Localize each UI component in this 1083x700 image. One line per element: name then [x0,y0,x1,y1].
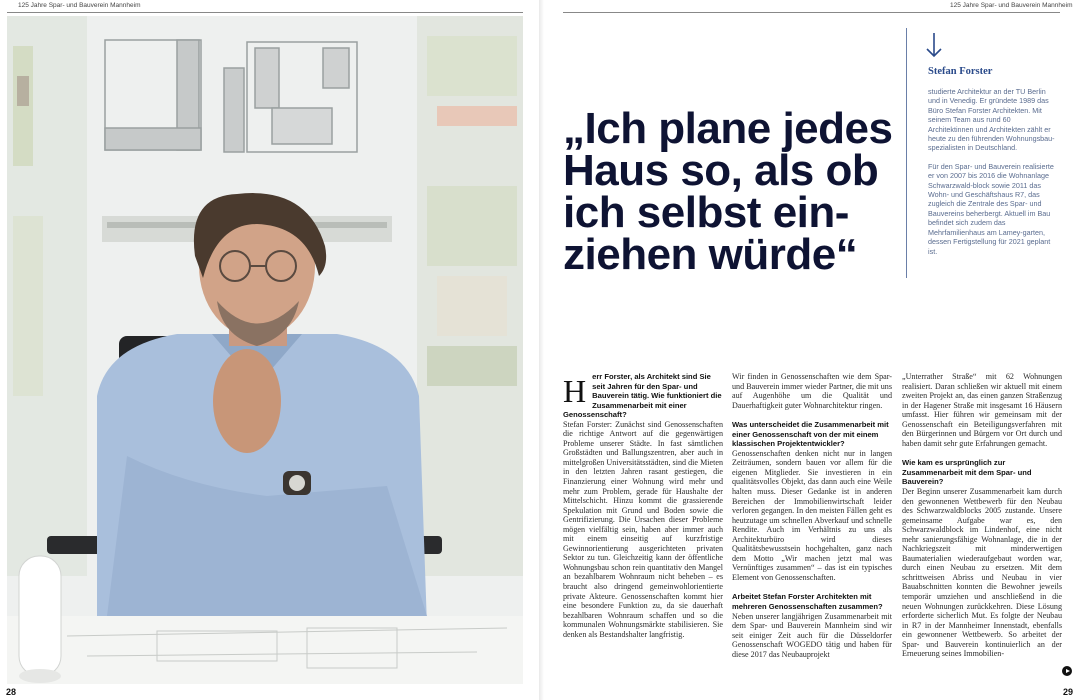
bio-paragraph: studierte Architektur an der TU Berlin und in Venedig. Er gründete 1989 das Büro Stefan Forster Architekten. Mit seinem Team aus rund 60 Architektinnen und Architekten zählt er heute zu den führenden Wohnungsbau-spezialisten in Deutschland. [928,87,1055,153]
left-page [0,0,541,700]
article-column-1 [563,372,723,639]
interview-question: Was unterscheidet die Zusammenarbeit mit einer Genossenschaft von der mit einem klassischen Projektentwickler? [732,420,889,449]
running-head-right: 125 Jahre Spar- und Bauverein Mannheim [950,2,1073,9]
continue-arrow-icon [1062,666,1072,676]
portrait-illustration [7,16,523,684]
answer-paragraph: Neben unserer langjährigen Zusammenarbeit mit dem Spar- und Bauverein Mannheim sind wir seit einiger Zeit auch für die Düsseldorfer Genossenschaft WOGEDO tätig und haben für diese 2017 das Neubauprojekt [732,611,892,659]
arrow-down-icon [926,32,942,58]
answer-paragraph: Wir finden in Genossenschaften wie dem Spar- und Bauverein immer wieder Partner, die mit uns auf Augenhöhe um die Qualität und Dauerhaftigkeit guter Wohnarchitektur ringen. [732,372,892,410]
article-column-3 [902,372,1062,659]
bio-text [928,87,1056,265]
page-number-left: 28 [6,687,17,697]
running-head-rule-left [7,12,523,13]
bio-divider [906,28,907,278]
answer-paragraph: Stefan Forster: Zunächst sind Genossenschaften die richtige Antwort auf die gegenwärtigen Probleme unserer Städte. In fast sämtlichen Großstädten und Ballungszentren, aber auch in mittelgroßen Universitätsstädten, sind die Mieten in den letzten Jahren rasant gestiegen, die Finanzierung einer Wohnung wird mehr und mehr zum Problem, gerade für Haushalte der Mittelschicht. Hinzu kommt die grassierende Spekulation mit Grund und Boden sowie die Gentrifizierung. Die Ursachen dieser Probleme mögen vielfältig sein, haben aber immer auch mit einem einseitig auf kurzfristige Gewinnorientierung ausgerichteten privaten Sektor zu tun. Gleichzeitig kann der öffentliche Wohnungsbau schon rein quantitativ den Mangel an bezahlbarem Wohnraum nicht beheben – es braucht also dringend gemeinwohlorientierte private Akteure. Genossenschaften kommt hier eine besondere Funktion zu, da sie dauerhaft bezahlbaren Wohnraum schaffen und so die kommunalen Wohnungsmärkte stabilisieren. Sie denken als Bestandshalter langfristig. [563,419,723,639]
answer-paragraph: Genossenschaften denken nicht nur in langen Zeiträumen, sondern bauen vor allem für die eigenen Mitglieder. Sie investieren in ein qualitätsvolles Objekt, das dann auch eine Weile halten muss. Dieser Gedanke ist in anderen Bereichen der Immobilienwirtschaft leider verloren gegangen. In den meisten Fällen geht es heutzutage um schnellen Abverkauf und schnelle Rendite. Auch im Verhältnis zu uns als Architekturbüro wird dieses Qualitätsbewusstsein hochgehalten, ganz nach dem Motto „Wir machen jetzt mal was Vernünftiges zusammen“ – das ist ein typisches Element von Genossenschaften. [732,448,892,582]
headline-quote: „Ich plane jedes Haus so, als ob ich selbst ein-ziehen würde“ [563,104,893,279]
running-head-rule-right [563,12,1060,13]
answer-paragraph: Der Beginn unserer Zusammenarbeit kam durch den gewonnenen Wettbewerb für den Neubau des Schwarzwaldblocks 2005 zustande. Unsere gemeinsame Aufgabe war es, den Schwarzwaldblock im Lindenhof, eine nicht mehr sanierungsfähige Wohnanlage, die in der Nachkriegszeit mit minderwertigen Baumaterialien wiederaufgebaut worden war, durch einen Neubau zu ersetzen. Mit dem schrittweisen Abriss und Neubau in vier Bauabschnitten konnten die Bewohner jeweils temporär umziehen und anschließend in die neuen Wohnungen zurückkehren. Diese Lösung erforderte sicherlich Mut. Es folgte der Neubau in R7 in der Mannheimer Innenstadt, ebenfalls ein gewonnener Wettbewerb. So arbeitet der Spar- und Bauverein kontinuierlich an der Erneuerung seines Immobilien- [902,487,1062,659]
page-number-right: 29 [1063,687,1074,697]
bio-name: Stefan Forster [928,66,993,77]
interview-question: Arbeitet Stefan Forster Architekten mit mehreren Genossenschaften zusammen? [732,592,883,612]
answer-paragraph: „Unterrather Straße“ mit 62 Wohnungen realisiert. Daran schließen wir aktuell mit einem zweiten Projekt an, das einen ganzen Straßenzug in der Hagener Straße mit insgesamt 16 Häusern umfasst. Hier führen wir gemeinsam mit der Genossenschaft ein Beteiligungsverfahren mit den Bürgerinnen und Bürgern vor Ort durch und haben damit sehr gute Erfahrungen gemacht. [902,372,1062,448]
lead-question: err Forster, als Architekt sind Sie seit Jahren für den Spar- und Bauverein tätig. Wie funktioniert die Zusammenarbeit mit einer Genossenschaft? [563,372,722,420]
running-head-left: 125 Jahre Spar- und Bauverein Mannheim [18,2,141,9]
gutter [539,0,544,700]
article-column-2 [732,372,892,659]
interview-question: Wie kam es ursprünglich zur Zusammenarbeit mit dem Spar- und Bauverein? [902,458,1032,487]
drop-cap: H [563,373,587,409]
bio-paragraph: Für den Spar- und Bauverein realisierte er von 2007 bis 2016 die Wohnanlage Schwarzwald-block sowie 2011 das Wohn- und Geschäftshaus R7, das zugleich die Zentrale des Spar- und Bauvereins beherbergt. Aktuell im Bau befindet sich zudem das Mehrfamilienhaus am Lamey-garten, dessen Fertigstellung für 2021 geplant ist. [928,161,1054,256]
portrait-photo [7,16,523,684]
